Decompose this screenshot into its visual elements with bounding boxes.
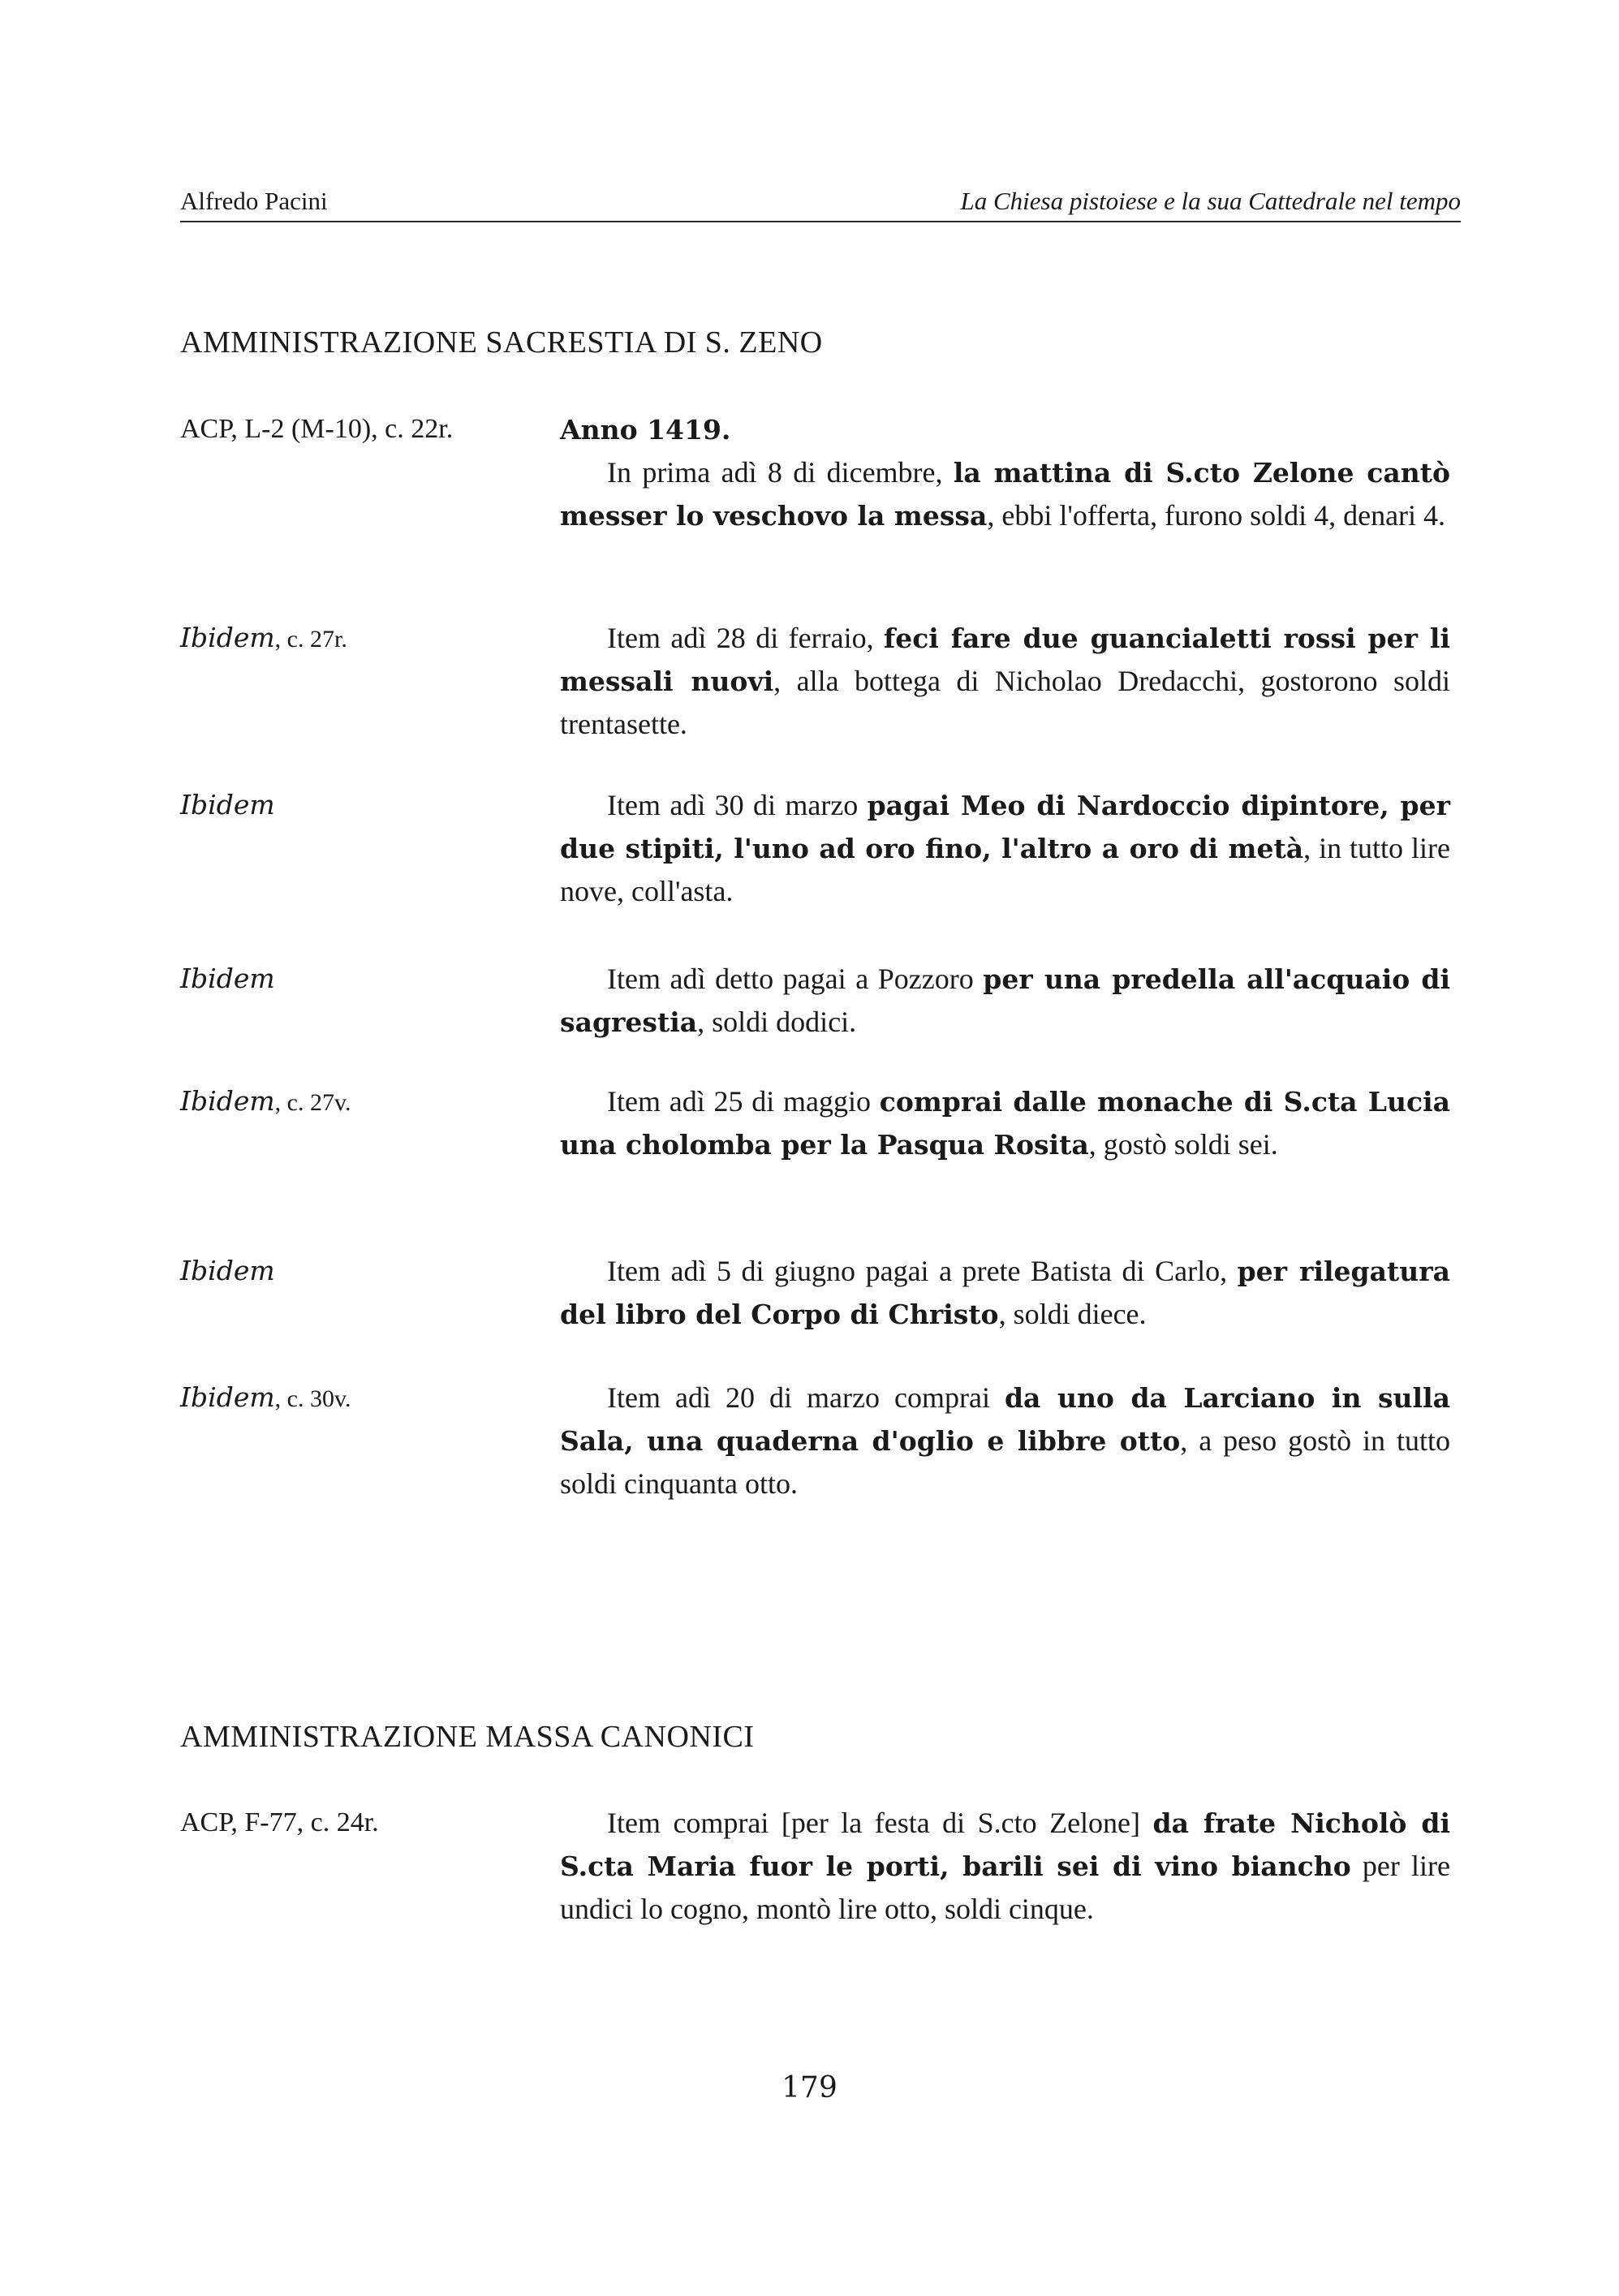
reference-text: ACP, L-2 (M-10), c. 22r. bbox=[180, 414, 454, 444]
archival-reference bbox=[180, 958, 553, 1001]
section-heading-sacrestia: AMMINISTRAZIONE SACRESTIA DI S. ZENO bbox=[180, 325, 823, 360]
entry-paragraph: Item adì 30 di marzo pagai Meo di Nardoccio dipintore, per due stipiti, l'uno ad oro fino, l'altro a oro di metà, in tutto lire nove, coll'asta. bbox=[560, 789, 1451, 907]
entry-paragraph: Item adì 5 di giugno pagai a prete Batista di Carlo, per rilegatura del libro del Corpo di Christo, soldi diece. bbox=[560, 1255, 1450, 1330]
archival-reference bbox=[180, 408, 553, 450]
archival-reference bbox=[180, 1802, 553, 1844]
entry-paragraph: Item adì 28 di ferraio, feci fare due guancialetti rossi per li messali nuovi, alla bottega di Nicholao Dredacchi, gostorono soldi trentasette. bbox=[560, 622, 1450, 740]
year-line: Anno 1419. bbox=[560, 414, 731, 446]
archival-reference bbox=[180, 1080, 553, 1124]
ibidem-label: Ibidem bbox=[180, 963, 275, 994]
entry-paragraph: Item comprai [per la festa di S.cto Zelone] da frate Nicholò di S.cta Maria fuor le porti, barili sei di vino biancho per lire undici lo cogno, montò lire otto, soldi cinque. bbox=[560, 1807, 1450, 1925]
running-head-book-title: La Chiesa pistoiese e la sua Cattedrale nel tempo bbox=[960, 187, 1461, 215]
archival-reference bbox=[180, 1376, 553, 1420]
folio-locator: , c. 27v. bbox=[274, 1089, 351, 1116]
ibidem-label: Ibidem bbox=[180, 622, 275, 653]
ibidem-label: Ibidem bbox=[180, 789, 275, 821]
page-number: 179 bbox=[782, 2071, 837, 2104]
ibidem-label: Ibidem bbox=[180, 1085, 275, 1117]
reference-text: ACP, F-77, c. 24r. bbox=[180, 1807, 379, 1837]
running-head-author: Alfredo Pacini bbox=[180, 187, 328, 215]
ibidem-label: Ibidem bbox=[180, 1255, 275, 1286]
entry-paragraph: Item adì 20 di marzo comprai da uno da Larciano in sulla Sala, una quaderna d'oglio e libbre otto, a peso gostò in tutto soldi cinquanta otto. bbox=[560, 1381, 1450, 1500]
entry-paragraph: In prima adì 8 di dicembre, la mattina di S.cto Zelone cantò messer lo veschovo la messa, ebbi l'offerta, furono soldi 4, denari 4. bbox=[560, 456, 1450, 532]
archival-reference bbox=[180, 784, 553, 827]
archival-reference bbox=[180, 617, 553, 661]
archival-reference bbox=[180, 1250, 553, 1293]
entry-paragraph: Item adì 25 di maggio comprai dalle monache di S.cta Lucia una cholomba per la Pasqua Rosita, gostò soldi sei. bbox=[560, 1085, 1450, 1161]
running-head bbox=[180, 185, 1461, 222]
ibidem-label: Ibidem bbox=[180, 1381, 275, 1413]
entry-paragraph: Item adì detto pagai a Pozzoro per una predella all'acquaio di sagrestia, soldi dodici. bbox=[560, 963, 1450, 1038]
section-heading-massa-canonici: AMMINISTRAZIONE MASSA CANONICI bbox=[180, 1720, 755, 1754]
entry-text bbox=[560, 408, 1450, 537]
folio-locator: , c. 27r. bbox=[274, 626, 347, 653]
folio-locator: , c. 30v. bbox=[274, 1385, 351, 1412]
